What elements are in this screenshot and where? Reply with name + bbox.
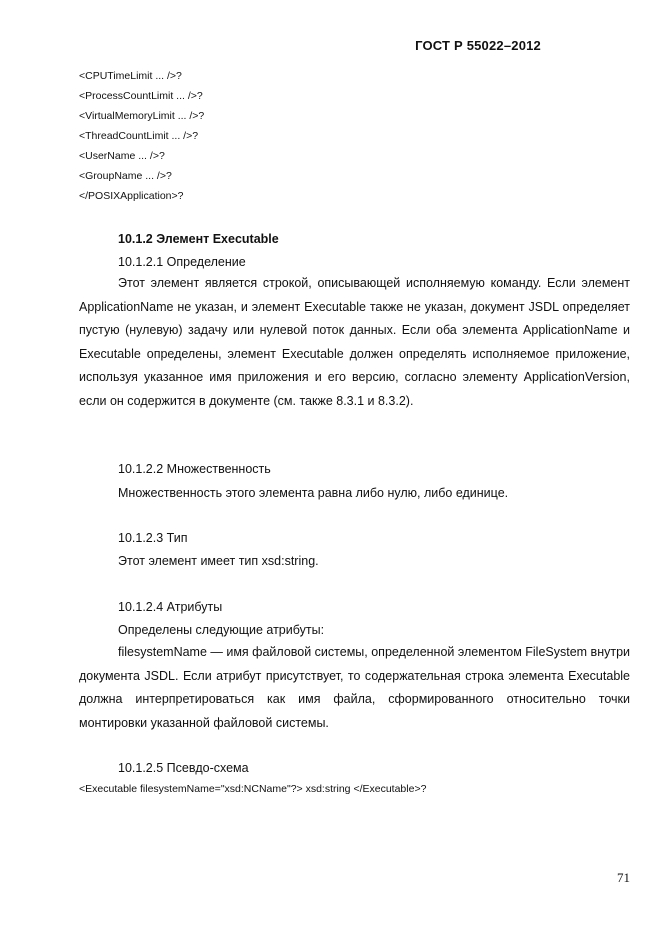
type-paragraph: Этот элемент имеет тип xsd:string. [118, 554, 319, 568]
multiplicity-heading: 10.1.2.2 Множественность [118, 462, 271, 476]
code-line: <GroupName ... />? [79, 170, 172, 182]
definition-heading: 10.1.2.1 Определение [118, 255, 246, 269]
code-line: <UserName ... />? [79, 150, 165, 162]
attributes-paragraph: filesystemName — имя файловой системы, определенной элементом FileSystem внутри документа JSDL. Если атрибут присутствует, то содержательная строка элемента Executable должна интерпретироваться как имя файла, сформированного относительно точки монтировки указанной файловой системы. [79, 645, 631, 730]
code-line: <CPUTimeLimit ... />? [79, 70, 182, 82]
section-title: 10.1.2 Элемент Executable [118, 232, 279, 246]
code-block [79, 66, 204, 206]
code-line: </POSIXApplication>? [79, 190, 184, 202]
page-number: 71 [617, 870, 630, 885]
pseudo-schema-code: <Executable filesystemName="xsd:NCName"?> xsd:string </Executable>? [79, 783, 427, 795]
standard-header: ГОСТ Р 55022–2012 [415, 38, 541, 53]
type-heading: 10.1.2.3 Тип [118, 531, 188, 545]
attributes-intro: Определены следующие атрибуты: [118, 623, 325, 637]
attributes-heading: 10.1.2.4 Атрибуты [118, 600, 223, 614]
code-line: <VirtualMemoryLimit ... />? [79, 110, 205, 122]
pseudo-schema-heading: 10.1.2.5 Псевдо-схема [118, 761, 249, 775]
code-line: <ProcessCountLimit ... />? [79, 90, 203, 102]
code-line: <ThreadCountLimit ... />? [79, 130, 199, 142]
definition-paragraph: Этот элемент является строкой, описывающей исполняемую команду. Если элемент ApplicationName не указан, и элемент Executable также не указан, документ JSDL определяет пустую (нулевую) задачу или нулевой поток данных. Если оба элемента ApplicationName и Executable определены, элемент Executable должен определять исполняемое приложение, используя указанное имя приложения и его версию, согласно элементу ApplicationVersion, если он содержится в документе (см. также 8.3.1 и 8.3.2). [79, 276, 630, 408]
multiplicity-paragraph: Множественность этого элемента равна либо нулю, либо единице. [118, 486, 509, 500]
